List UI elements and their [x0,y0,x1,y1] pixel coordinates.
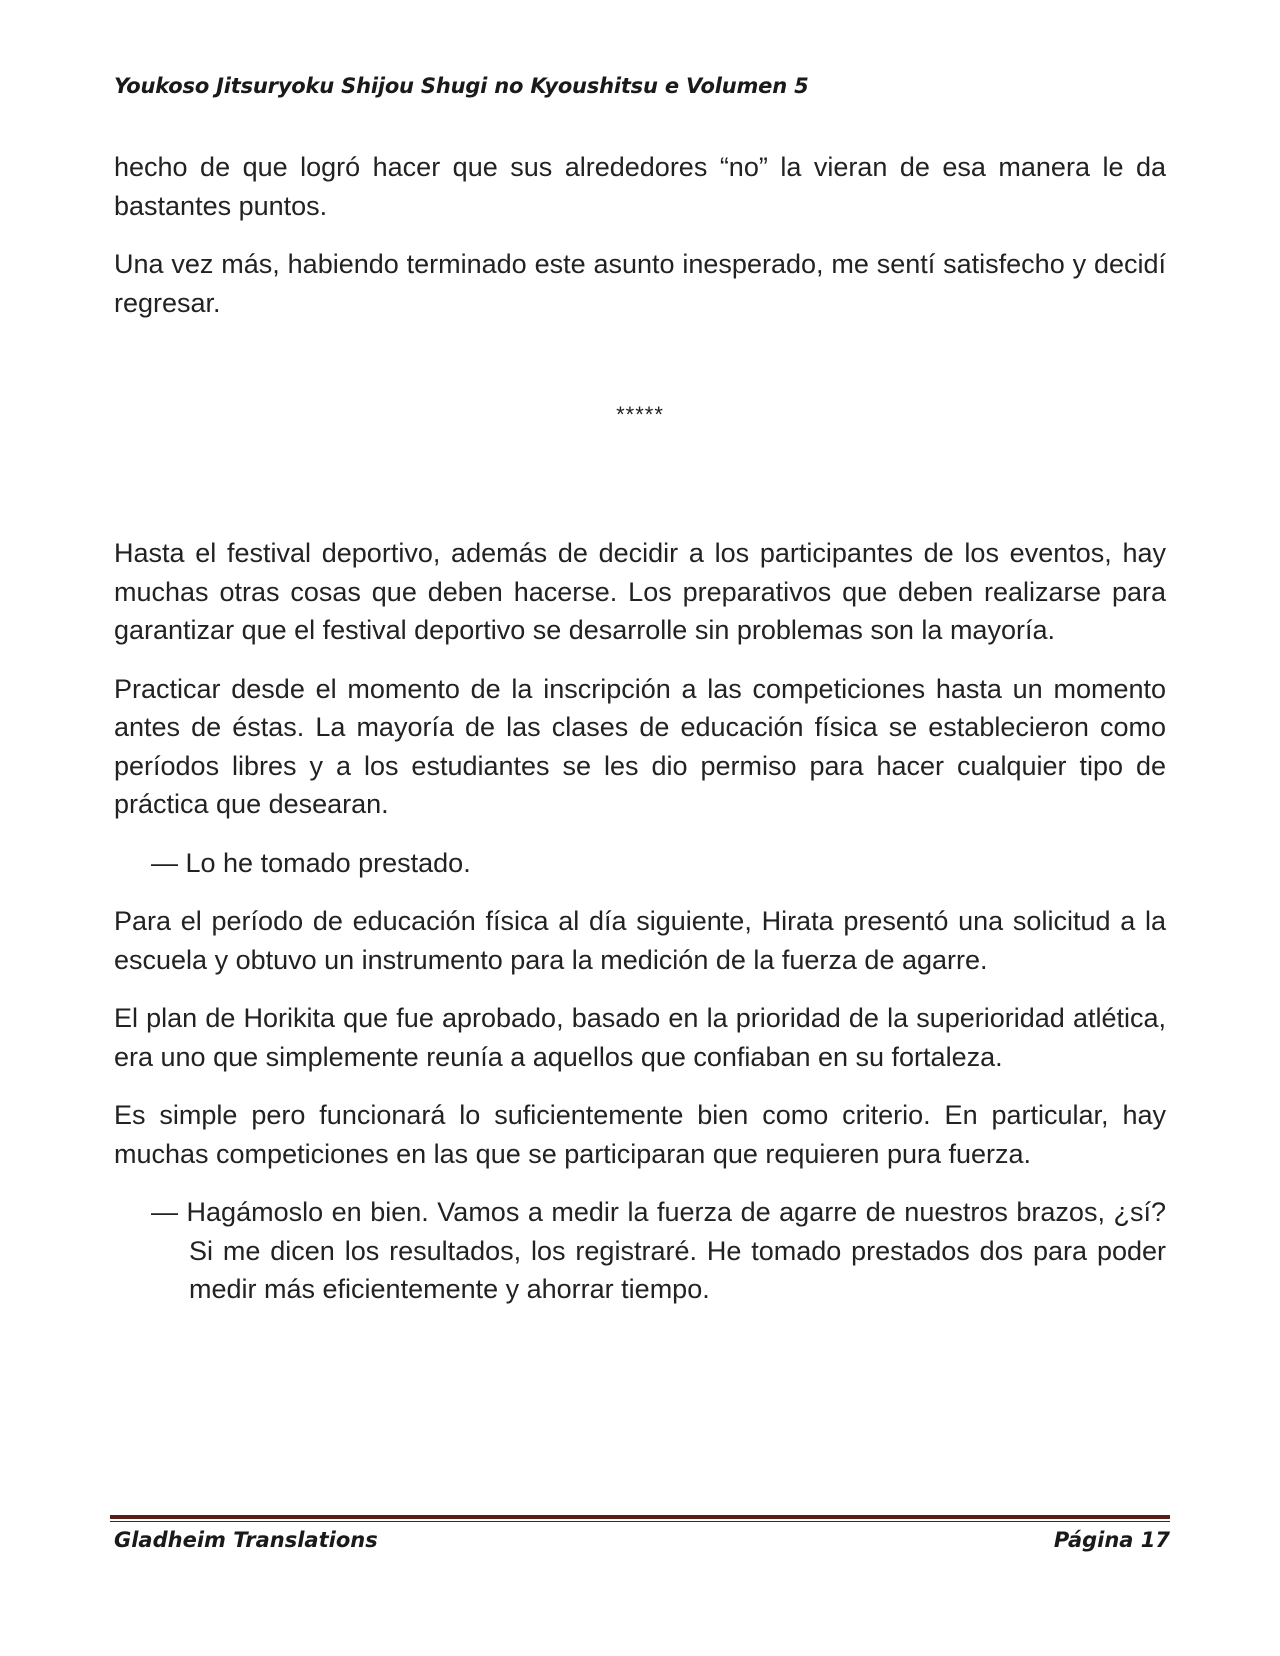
dialogue-line: — Lo he tomado prestado. [151,847,471,878]
paragraph: Una vez más, habiendo terminado este asunto inesperado, me sentí satisfecho y decidí regresar. [114,249,1166,318]
scene-break: ***** [616,402,664,427]
page-body [114,148,1166,1329]
page-number: Página 17 [1053,1528,1170,1552]
dialogue-line: — Hagámoslo en bien. Vamos a medir la fuerza de agarre de nuestros brazos, ¿sí? Si me dicen los resultados, los registraré. He tomado prestados dos para poder medir más eficientemente y ahorrar tiempo. [151,1197,1166,1304]
footer-divider [110,1515,1170,1523]
paragraph: Practicar desde el momento de la inscripción a las competiciones hasta un momento antes de éstas. La mayoría de las clases de educación física se establecieron como períodos libres y a los estudiantes se les dio permiso para hacer cualquier tipo de práctica que desearan. [114,673,1166,819]
paragraph: El plan de Horikita que fue aprobado, basado en la prioridad de la superioridad atlética, era uno que simplemente reunía a aquellos que confiaban en su fortaleza. [114,1003,1166,1072]
paragraph: Hasta el festival deportivo, además de decidir a los participantes de los eventos, hay muchas otras cosas que deben hacerse. Los preparativos que deben realizarse para garantizar que el festival deportivo se desarrolle sin problemas son la mayoría. [114,538,1166,645]
footer-divider-thick [110,1515,1170,1519]
paragraph: Para el período de educación física al día siguiente, Hirata presentó una solicitud a la escuela y obtuvo un instrumento para la medición de la fuerza de agarre. [114,906,1166,975]
running-header: Youkoso Jitsuryoku Shijou Shugi no Kyoushitsu e Volumen 5 [114,74,809,98]
paragraph: Es simple pero funcionará lo suficientemente bien como criterio. En particular, hay muchas competiciones en las que se participaran que requieren pura fuerza. [114,1100,1166,1169]
footer-publisher: Gladheim Translations [114,1528,378,1552]
footer-divider-thin [110,1521,1170,1522]
footer [114,1528,1170,1552]
paragraph: hecho de que logró hacer que sus alrededores “no” la vieran de esa manera le da bastantes puntos. [114,152,1166,221]
